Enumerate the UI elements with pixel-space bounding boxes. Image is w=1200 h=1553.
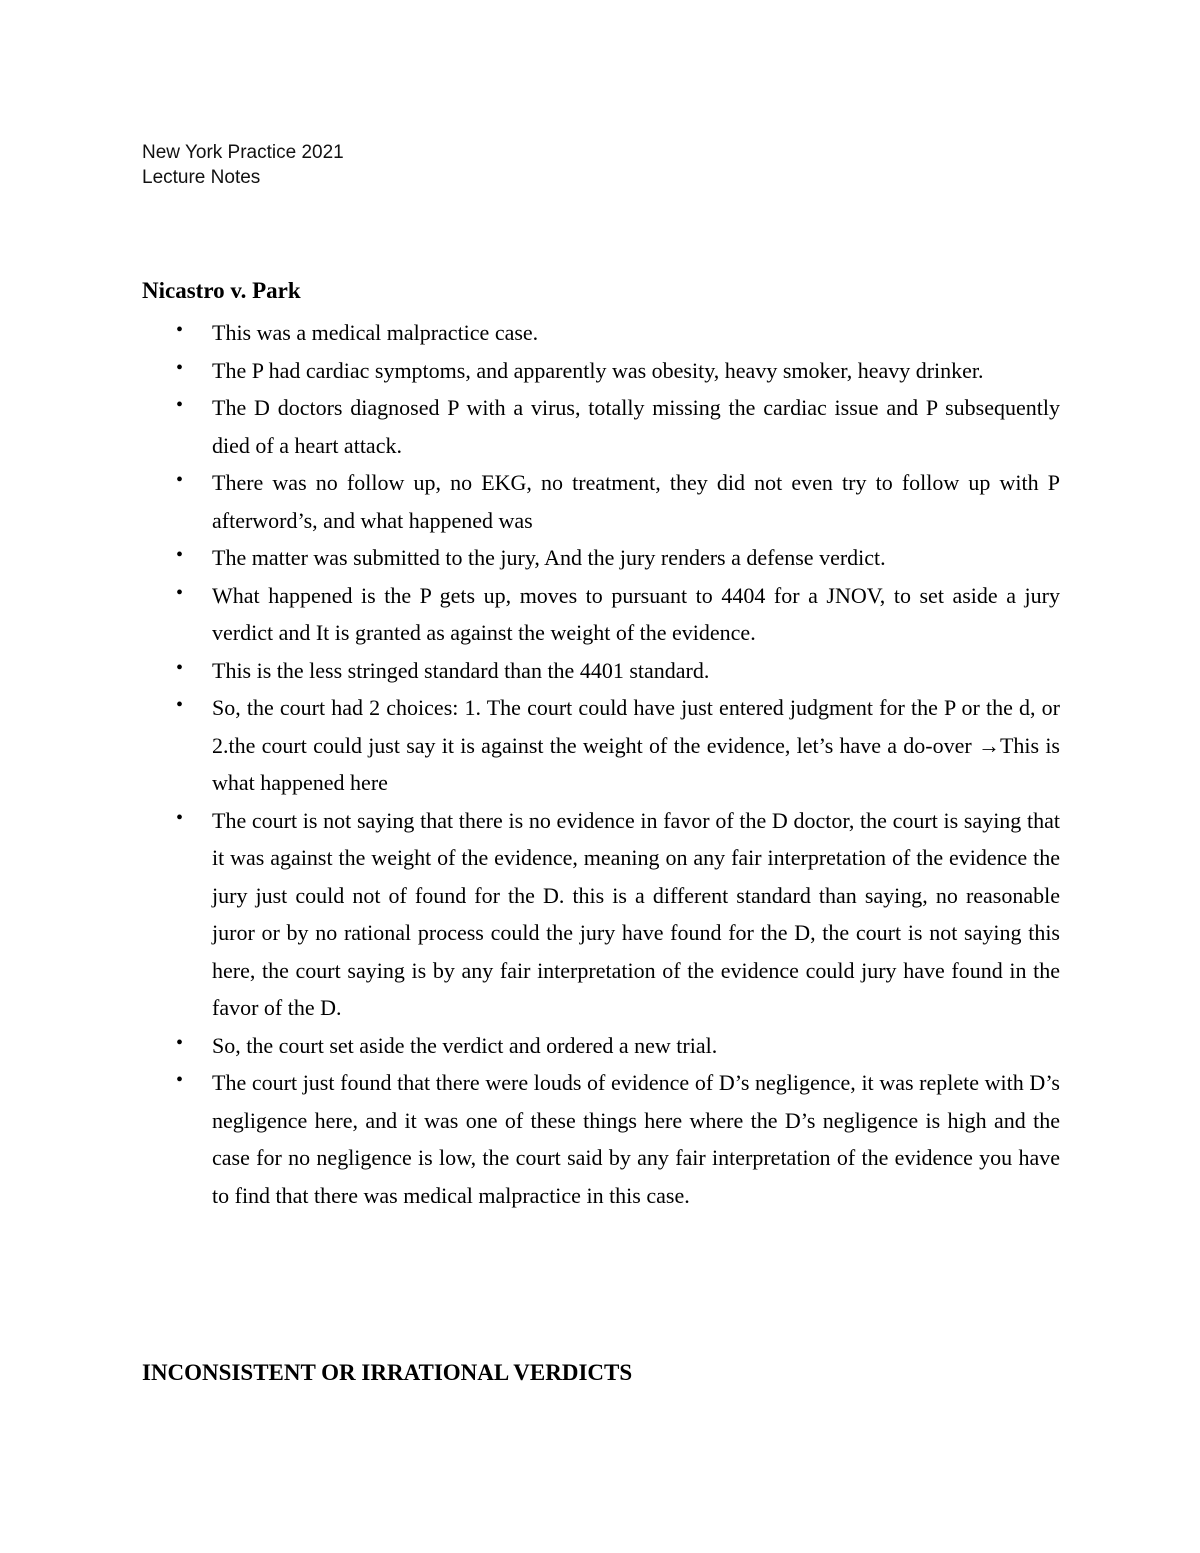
bullet-icon: •: [176, 319, 184, 341]
bullet-icon: •: [176, 656, 184, 679]
list-item: [176, 314, 1060, 352]
list-item-text: This is the less stringed standard than the 4401 standard.: [212, 657, 710, 683]
bullet-icon: •: [176, 581, 184, 604]
header-subtitle: Lecture Notes: [142, 167, 261, 188]
list-item: [176, 1064, 1060, 1214]
document-header: [142, 140, 344, 190]
bullet-icon: •: [176, 544, 184, 566]
bullet-icon: •: [176, 356, 184, 379]
header-course-title: New York Practice 2021: [142, 142, 344, 163]
list-item: [176, 652, 1060, 690]
list-item: [176, 352, 1060, 390]
case-notes-list: [176, 314, 1060, 1214]
case-heading: Nicastro v. Park: [142, 278, 301, 303]
list-item-text: The P had cardiac symptoms, and apparently was obesity, heavy smoker, heavy drinker.: [212, 357, 984, 383]
bullet-icon: •: [176, 394, 184, 416]
list-item-text: What happened is the P gets up, moves to pursuant to 4404 for a JNOV, to set aside a jury verdict and It is granted as against the weight of the evidence.: [212, 582, 1060, 645]
list-item: [176, 802, 1060, 1027]
bullet-icon: •: [176, 469, 184, 491]
bullet-icon: •: [176, 806, 184, 829]
list-item: [176, 689, 1060, 802]
list-item-text: So, the court had 2 choices: 1. The court could have just entered judgment for the P or the d, or 2.the court could just say it is against the weight of the evidence, let’s have a do-over →This is what happened here: [212, 695, 1060, 795]
list-item: [176, 389, 1060, 464]
list-item-text: This was a medical malpractice case.: [212, 320, 539, 345]
list-item: [176, 464, 1060, 539]
list-item: [176, 1027, 1060, 1065]
bullet-icon: •: [176, 694, 184, 716]
bullet-icon: •: [176, 1031, 184, 1054]
section-heading: INCONSISTENT OR IRRATIONAL VERDICTS: [142, 1360, 633, 1385]
list-item-text: There was no follow up, no EKG, no treatment, they did not even try to follow up with P afterword’s, and what happened was: [212, 470, 1060, 533]
list-item-text: The court just found that there were louds of evidence of D’s negligence, it was replete with D’s negligence here, and it was one of these things here where the D’s negligence is high and the case for no negligence is low, the court said by any fair interpretation of the evidence you have to find that there was medical malpractice in this case.: [212, 1070, 1060, 1208]
list-item-text: So, the court set aside the verdict and ordered a new trial.: [212, 1032, 718, 1058]
list-item: [176, 539, 1060, 577]
list-item-text: The D doctors diagnosed P with a virus, totally missing the cardiac issue and P subsequently died of a heart attack.: [212, 395, 1060, 458]
list-item-text: The court is not saying that there is no evidence in favor of the D doctor, the court is saying that it was against the weight of the evidence, meaning on any fair interpretation of the evidence the jury just could not of found for the D. this is a different standard than saying, no reasonable juror or by no rational process could the jury have found for the D, the court is not saying this here, the court saying is by any fair interpretation of the evidence could jury have found in the favor of the D.: [212, 807, 1060, 1020]
bullet-icon: •: [176, 1069, 184, 1091]
list-item: [176, 577, 1060, 652]
list-item-text: The matter was submitted to the jury, And the jury renders a defense verdict.: [212, 545, 886, 570]
